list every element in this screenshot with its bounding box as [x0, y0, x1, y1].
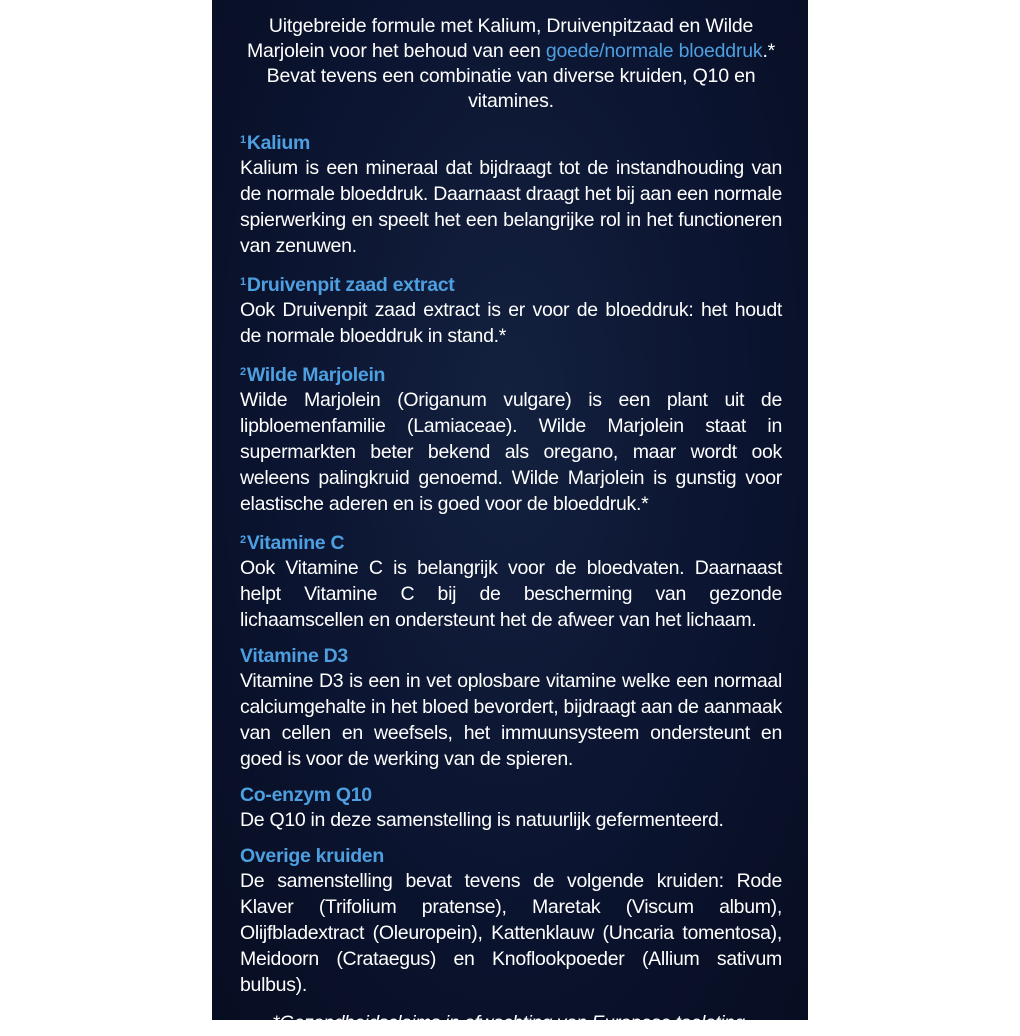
footnote-marker: 1 — [240, 276, 246, 288]
intro-part2: .* Bevat tevens een combinatie van diverse kruiden, Q10 en vitamines. — [266, 40, 776, 112]
section-vitamine-d3 — [240, 644, 782, 772]
product-info-panel — [212, 0, 808, 1034]
footnote-marker: 2 — [240, 534, 246, 546]
section-body: De Q10 in deze samenstelling is natuurlijk gefermenteerd. — [240, 809, 724, 831]
intro-highlight: goede/normale bloeddruk — [545, 40, 763, 62]
section-title — [240, 844, 782, 868]
section-body: Vitamine D3 is een in vet oplosbare vitamine welke een normaal calciumgehalte in het bloed bevordert, bijdraagt aan de aanmaak van cellen en weefsels, het immuunsysteem ondersteunt en goed is voor de werking van de spieren. — [240, 670, 782, 770]
section-body: De samenstelling bevat tevens de volgende kruiden: Rode Klaver (Trifolium pratense), Maretak (Viscum album), Olijfbladextract (Oleuropein), Kattenklauw (Uncaria tomentosa), Meidoorn (Crataegus) en Knoflookpoeder (Allium sativum bulbus). — [240, 870, 782, 996]
section-title-text: Kalium — [246, 132, 311, 154]
section-title-text: Vitamine D3 — [240, 645, 348, 667]
section-title — [240, 644, 782, 668]
section-title-text: Druivenpit zaad extract — [246, 274, 455, 296]
intro-part1: Uitgebreide formule met Kalium, Druivenpitzaad en Wilde Marjolein voor het behoud van een — [246, 15, 754, 62]
section-title-text: Overige kruiden — [240, 845, 384, 867]
section-kalium — [240, 128, 782, 259]
section-body: Wilde Marjolein (Origanum vulgare) is een plant uit de lipbloemenfamilie (Lamiaceae). Wilde Marjolein staat in supermarkten beter bekend als oregano, maar wordt ook weleens palingkruid genoemd. Wilde Marjolein is gunstig voor elastische aderen en is goed voor de bloeddruk.* — [240, 389, 782, 515]
section-title — [240, 360, 782, 387]
section-title — [240, 270, 782, 297]
section-title — [240, 128, 782, 155]
section-wilde-marjolein — [240, 360, 782, 517]
footnote-marker: 2 — [240, 366, 246, 378]
section-vitamine-c — [240, 528, 782, 633]
section-body: Ook Vitamine C is belangrijk voor de bloedvaten. Daarnaast helpt Vitamine C bij de bescherming van gezonde lichaamscellen en ondersteunt het de afweer van het lichaam. — [240, 557, 782, 631]
section-title — [240, 783, 782, 807]
section-title-text: Vitamine C — [246, 532, 345, 554]
section-druivenpit — [240, 270, 782, 349]
section-title-text: Wilde Marjolein — [246, 364, 386, 386]
section-title-text: Co-enzym Q10 — [240, 784, 372, 806]
section-q10 — [240, 783, 782, 833]
section-body: Ook Druivenpit zaad extract is er voor de bloeddruk: het houdt de normale bloeddruk in stand.* — [240, 299, 782, 347]
intro-text — [240, 14, 782, 114]
disclaimer: *Gezondheidsclaims in afwachting van Europese toelating. — [272, 1013, 750, 1034]
section-body: Kalium is een mineraal dat bijdraagt tot de instandhouding van de normale bloeddruk. Daarnaast draagt het bij aan een normale spierwerking en speelt het een belangrijke rol in het functioneren van zenuwen. — [240, 157, 782, 257]
section-overige-kruiden — [240, 844, 782, 998]
footnote-marker: 1 — [240, 134, 246, 146]
section-title — [240, 528, 782, 555]
